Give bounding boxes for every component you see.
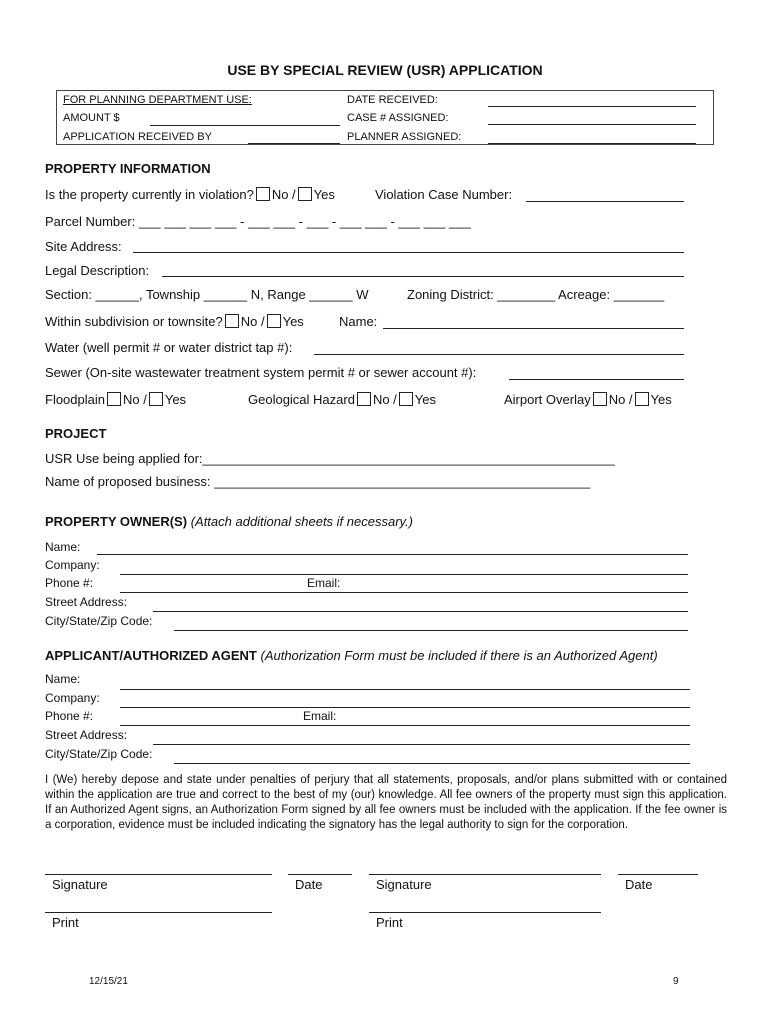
site-address-label: Site Address:	[45, 239, 122, 254]
geo-hazard-no-label: No /	[372, 392, 397, 407]
violation-yes-label: Yes	[313, 187, 335, 202]
agent-print-line[interactable]	[369, 912, 601, 913]
date-received-field[interactable]	[488, 106, 696, 107]
agent-street-label: Street Address:	[45, 728, 128, 742]
agent-company-label: Company:	[45, 691, 100, 705]
owner-heading-text: PROPERTY OWNER(S)	[45, 514, 188, 529]
property-info-heading: PROPERTY INFORMATION	[45, 161, 211, 176]
owner-date-label: Date	[295, 877, 323, 892]
owner-city-field[interactable]	[174, 630, 688, 631]
agent-heading-text: APPLICANT/AUTHORIZED AGENT	[45, 648, 257, 663]
airport-yes-label: Yes	[650, 392, 672, 407]
floodplain-label: Floodplain	[45, 392, 105, 407]
owner-street-field[interactable]	[153, 611, 688, 612]
airport-yes-checkbox[interactable]	[635, 392, 649, 406]
usr-use-field[interactable]: USR Use being applied for:_________________________________________________________	[45, 451, 615, 466]
floodplain-yes-label: Yes	[164, 392, 187, 407]
airport-label: Airport Overlay	[504, 392, 591, 407]
owner-email-label: Email:	[307, 576, 341, 590]
parcel-number: Parcel Number: ___ ___ ___ ___ - ___ ___ - ___ - ___ ___ - ___ ___ ___	[45, 214, 471, 229]
geo-hazard-row	[248, 392, 436, 407]
owner-name-label: Name:	[45, 540, 81, 554]
agent-phone-email-field[interactable]	[120, 725, 690, 726]
amount-field[interactable]	[150, 125, 340, 126]
legal-desc-field[interactable]	[162, 276, 684, 277]
owner-phone-label: Phone #:	[45, 576, 94, 590]
owner-company-field[interactable]	[120, 574, 688, 575]
form-title: USE BY SPECIAL REVIEW (USR) APPLICATION	[227, 62, 543, 78]
owner-note: (Attach additional sheets if necessary.)	[190, 514, 414, 529]
violation-question: Is the property currently in violation?	[45, 187, 254, 202]
agent-note: (Authorization Form must be included if there is an Authorized Agent)	[260, 648, 658, 663]
subdivision-yes-label: Yes	[282, 314, 304, 329]
owner-signature-line[interactable]	[45, 874, 272, 875]
violation-no-checkbox[interactable]	[256, 187, 270, 201]
owner-city-label: City/State/Zip Code:	[45, 614, 153, 628]
case-assigned-label: CASE # ASSIGNED:	[347, 112, 449, 124]
agent-company-field[interactable]	[120, 707, 690, 708]
business-name-field[interactable]: Name of proposed business: ____________________________________________________	[45, 474, 591, 489]
floodplain-yes-checkbox[interactable]	[149, 392, 163, 406]
violation-row	[45, 187, 335, 202]
geo-hazard-yes-label: Yes	[414, 392, 437, 407]
water-label: Water (well permit # or water district tap #):	[45, 340, 293, 355]
date-received-label: DATE RECEIVED:	[347, 94, 438, 106]
floodplain-row	[45, 392, 186, 407]
floodplain-no-label: No /	[123, 392, 147, 407]
zoning-acreage: Zoning District: ________ Acreage: _______	[407, 287, 665, 302]
floodplain-no-checkbox[interactable]	[107, 392, 121, 406]
planner-assigned-field[interactable]	[488, 143, 696, 144]
amount-label: AMOUNT $	[63, 112, 120, 124]
water-field[interactable]	[314, 354, 684, 355]
agent-date-label: Date	[625, 877, 653, 892]
agent-email-label: Email:	[303, 709, 337, 723]
app-received-by-label: APPLICATION RECEIVED BY	[63, 131, 212, 143]
violation-no-label: No /	[271, 187, 296, 202]
sewer-field[interactable]	[509, 379, 684, 380]
owner-name-field[interactable]	[97, 554, 688, 555]
section-township-range: Section: ______, Township ______ N, Range ______ W	[45, 287, 369, 302]
agent-name-field[interactable]	[120, 689, 690, 690]
owner-heading	[45, 514, 413, 529]
for-planning-label: FOR PLANNING DEPARTMENT USE:	[63, 94, 252, 106]
case-assigned-field[interactable]	[488, 124, 696, 125]
footer-date: 12/15/21	[89, 976, 128, 987]
violation-case-field[interactable]	[526, 201, 684, 202]
agent-city-label: City/State/Zip Code:	[45, 747, 153, 761]
subdivision-name-label: Name:	[339, 314, 378, 329]
subdivision-no-label: No /	[240, 314, 265, 329]
airport-row	[504, 392, 672, 407]
planner-assigned-label: PLANNER ASSIGNED:	[347, 131, 462, 143]
agent-street-field[interactable]	[153, 744, 690, 745]
project-heading: PROJECT	[45, 426, 107, 441]
subdivision-no-checkbox[interactable]	[225, 314, 239, 328]
owner-street-label: Street Address:	[45, 595, 128, 609]
app-received-by-field[interactable]	[248, 143, 340, 144]
owner-print-line[interactable]	[45, 912, 272, 913]
owner-print-label: Print	[52, 915, 79, 930]
geo-hazard-label: Geological Hazard	[248, 392, 355, 407]
page-number: 9	[673, 976, 679, 987]
airport-no-label: No /	[608, 392, 633, 407]
agent-signature-label: Signature	[376, 877, 432, 892]
sewer-label: Sewer (On-site wastewater treatment system permit # or sewer account #):	[45, 365, 477, 380]
declaration-text: I (We) hereby depose and state under penalties of perjury that all statements, proposals, and/or plans submitted with or contained within the application are true and correct to the best of my (our) knowledge. All fee owners of the property must sign this application. If an Authorized Agent signs, an Authorization Form signed by all fee owners must be included with the application. If the fee owner is a corporation, evidence must be included indicating the signatory has the legal authority to sign for the corporation.	[45, 774, 727, 831]
agent-name-label: Name:	[45, 672, 81, 686]
geo-hazard-no-checkbox[interactable]	[357, 392, 371, 406]
agent-signature-line[interactable]	[369, 874, 601, 875]
owner-phone-email-field[interactable]	[120, 592, 688, 593]
subdivision-name-field[interactable]	[383, 328, 684, 329]
agent-city-field[interactable]	[174, 763, 690, 764]
site-address-field[interactable]	[133, 252, 684, 253]
subdivision-row	[45, 314, 304, 329]
owner-company-label: Company:	[45, 558, 100, 572]
subdivision-question: Within subdivision or townsite?	[45, 314, 223, 329]
airport-no-checkbox[interactable]	[593, 392, 607, 406]
violation-case-label: Violation Case Number:	[375, 187, 513, 202]
owner-signature-label: Signature	[52, 877, 108, 892]
agent-print-label: Print	[376, 915, 403, 930]
subdivision-yes-checkbox[interactable]	[267, 314, 281, 328]
agent-heading	[45, 648, 658, 663]
legal-desc-label: Legal Description:	[45, 263, 150, 278]
violation-yes-checkbox[interactable]	[298, 187, 312, 201]
agent-phone-label: Phone #:	[45, 709, 94, 723]
agent-date-line[interactable]	[618, 874, 698, 875]
owner-date-line[interactable]	[288, 874, 352, 875]
geo-hazard-yes-checkbox[interactable]	[399, 392, 413, 406]
